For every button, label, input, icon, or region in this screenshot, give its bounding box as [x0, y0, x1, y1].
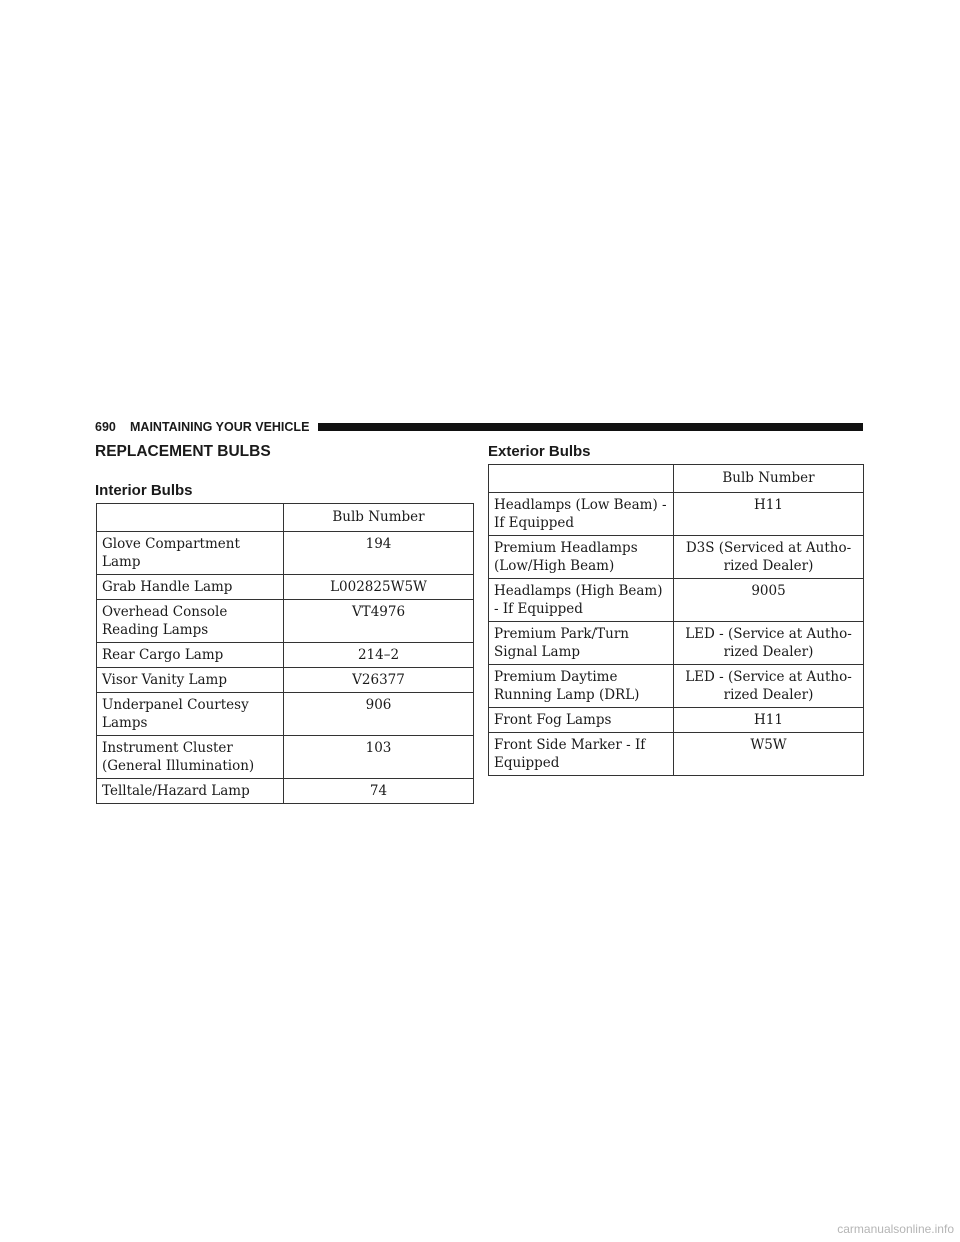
table-row — [489, 708, 864, 733]
table-header-row — [489, 465, 864, 493]
lamp-column-header — [489, 465, 674, 493]
lamp-name: Front Fog Lamps — [489, 708, 674, 733]
table-row — [97, 736, 474, 779]
bulb-number: V26377 — [284, 668, 474, 693]
table-row — [489, 493, 864, 536]
bulb-number-column-header: Bulb Number — [284, 504, 474, 532]
table-header-row — [97, 504, 474, 532]
bulb-number: 214–2 — [284, 643, 474, 668]
lamp-name: Premium Headlamps (Low/High Beam) — [489, 536, 674, 579]
lamp-name: Grab Handle Lamp — [97, 575, 284, 600]
table-row — [97, 600, 474, 643]
lamp-name: Underpanel Courtesy Lamps — [97, 693, 284, 736]
header-rule — [318, 423, 863, 431]
lamp-name: Glove Compartment Lamp — [97, 532, 284, 575]
bulb-number-column-header: Bulb Number — [674, 465, 864, 493]
table-row — [97, 643, 474, 668]
table-row — [97, 532, 474, 575]
bulb-number: 194 — [284, 532, 474, 575]
bulb-number: VT4976 — [284, 600, 474, 643]
table-row — [97, 693, 474, 736]
table-row — [97, 575, 474, 600]
lamp-name: Overhead Console Reading Lamps — [97, 600, 284, 643]
interior-bulbs-table — [96, 503, 474, 804]
bulb-number: 103 — [284, 736, 474, 779]
page-number: 690 — [95, 420, 116, 434]
lamp-name: Premium Daytime Running Lamp (DRL) — [489, 665, 674, 708]
watermark: carmanualsonline.info — [837, 1222, 954, 1236]
bulb-number: 9005 — [674, 579, 864, 622]
lamp-name: Visor Vanity Lamp — [97, 668, 284, 693]
table-row — [489, 733, 864, 776]
bulb-number: LED - (Service at Autho- rized Dealer) — [674, 665, 864, 708]
table-row — [489, 665, 864, 708]
table-row — [489, 622, 864, 665]
lamp-name: Instrument Cluster (General Illumination) — [97, 736, 284, 779]
interior-bulbs-heading: Interior Bulbs — [95, 482, 193, 499]
table-row — [489, 579, 864, 622]
bulb-number: H11 — [674, 493, 864, 536]
exterior-bulbs-heading: Exterior Bulbs — [488, 443, 591, 460]
lamp-name: Rear Cargo Lamp — [97, 643, 284, 668]
bulb-number: L002825W5W — [284, 575, 474, 600]
bulb-number: 74 — [284, 779, 474, 804]
lamp-name: Telltale/Hazard Lamp — [97, 779, 284, 804]
table-row — [489, 536, 864, 579]
lamp-column-header — [97, 504, 284, 532]
bulb-number: D3S (Serviced at Autho- rized Dealer) — [674, 536, 864, 579]
bulb-number: W5W — [674, 733, 864, 776]
table-row — [97, 668, 474, 693]
table-row — [97, 779, 474, 804]
bulb-number: LED - (Service at Autho- rized Dealer) — [674, 622, 864, 665]
page-title: REPLACEMENT BULBS — [95, 443, 271, 460]
lamp-name: Headlamps (High Beam) - If Equipped — [489, 579, 674, 622]
page-header — [95, 420, 863, 434]
exterior-bulbs-table — [488, 464, 864, 776]
bulb-number: H11 — [674, 708, 864, 733]
lamp-name: Headlamps (Low Beam) - If Equipped — [489, 493, 674, 536]
bulb-number: 906 — [284, 693, 474, 736]
lamp-name: Front Side Marker - If Equipped — [489, 733, 674, 776]
lamp-name: Premium Park/Turn Signal Lamp — [489, 622, 674, 665]
section-title: MAINTAINING YOUR VEHICLE — [130, 420, 310, 434]
